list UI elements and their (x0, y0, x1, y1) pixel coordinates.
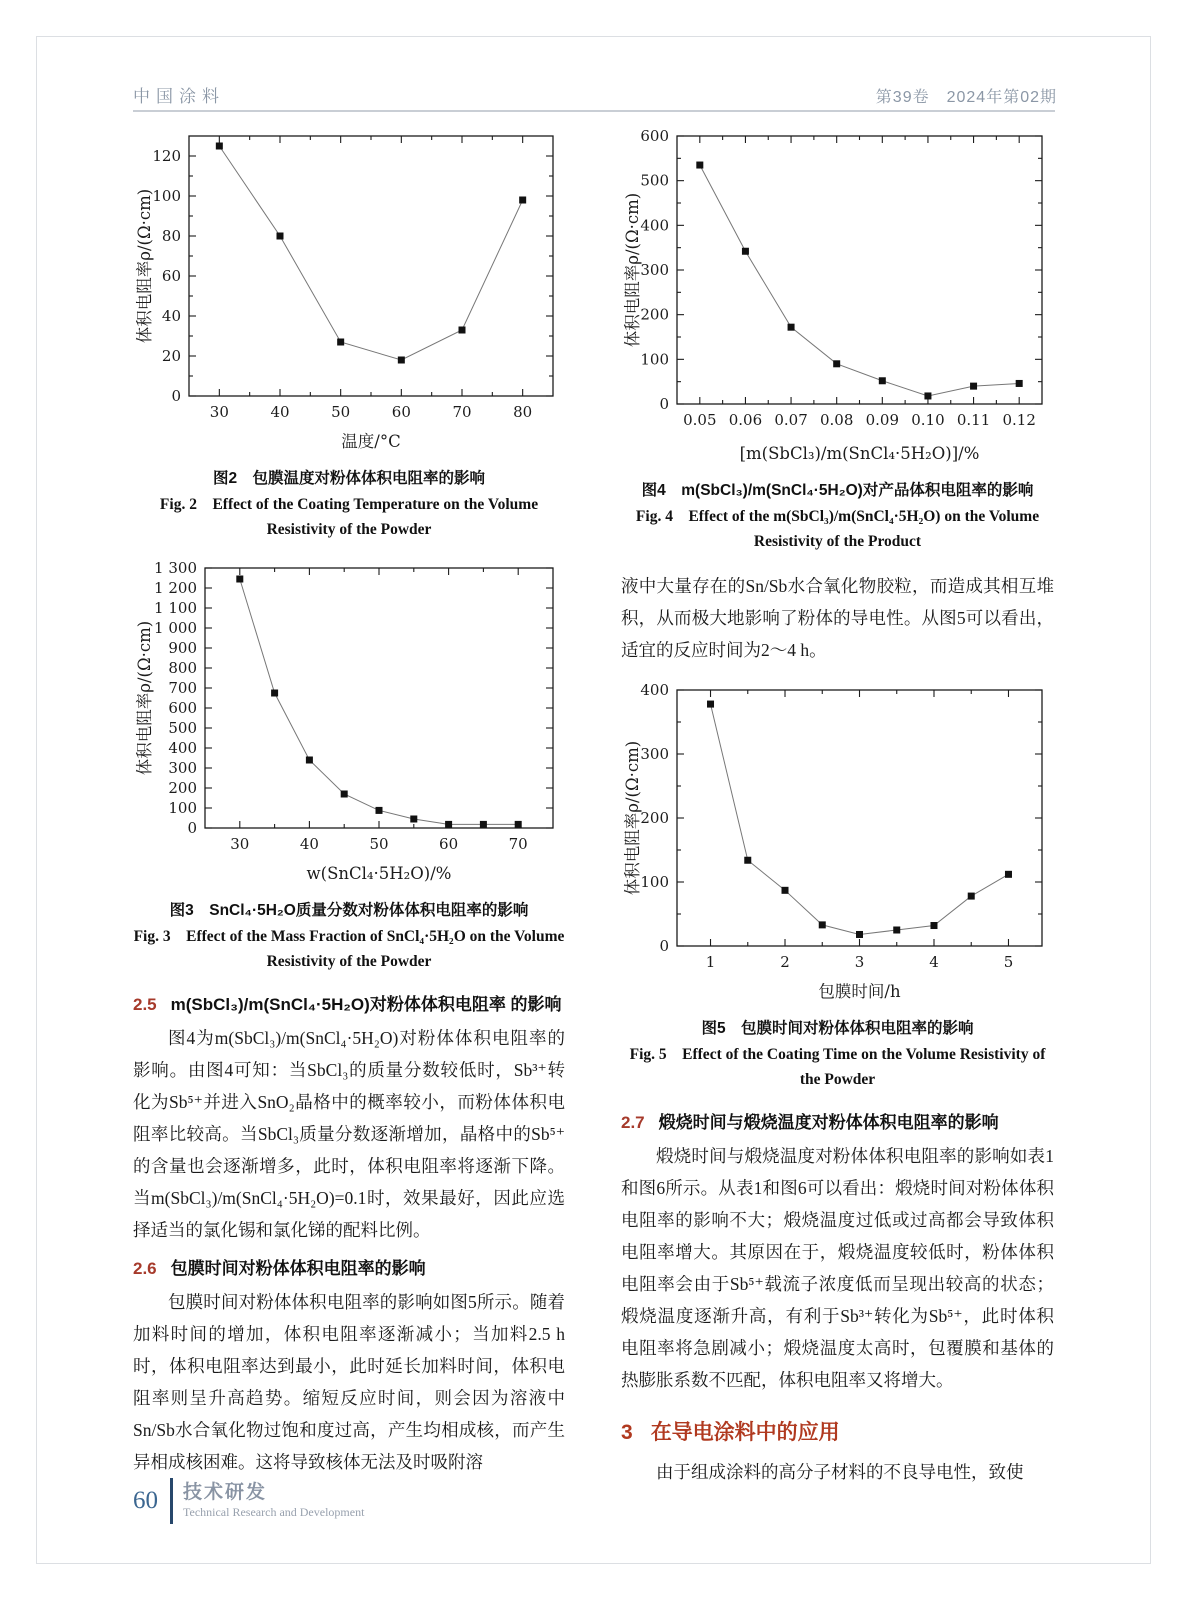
svg-text:2: 2 (780, 953, 790, 971)
svg-text:300: 300 (640, 261, 669, 279)
section-3-number: 3 (621, 1421, 633, 1444)
figure-2-caption-en: Fig. 2 Effect of the Coating Temperature on the Volume Resistivity of the Powder (159, 496, 539, 538)
svg-text:30: 30 (230, 835, 250, 853)
figure-4-chart (621, 126, 1054, 470)
section-2-7-heading (621, 1108, 1054, 1138)
paragraph-3: 由于组成涂料的高分子材料的不良导电性，致使 (656, 1462, 1024, 1482)
svg-text:80: 80 (513, 403, 533, 421)
figure-5-caption-en: Fig. 5 Effect of the Coating Time on the Volume Resistivity of the Powder (629, 1046, 1046, 1088)
svg-text:0.09: 0.09 (865, 411, 900, 429)
svg-text:0.06: 0.06 (728, 411, 763, 429)
svg-text:700: 700 (168, 679, 197, 697)
svg-text:0.05: 0.05 (683, 411, 717, 429)
paragraph-2-5: 图4为m(SbCl₃)/m(SnCl₄·5H₂O)对粉体体积电阻率的影响。由图4可知：当SbCl₃的质量分数较低时，Sb³⁺转化为Sb⁵⁺并进入SnO₂晶格中的概率较小，而粉体体积电阻率比较高。当SbCl₃质量分数逐渐增加，晶格中的Sb⁵⁺的含量也会逐渐增多，此时，体积电阻率将逐渐下降。当m(SbCl₃)/m(SnCl₄·5H₂O)=0.1时，效果最好，因此应选择适当的氯化锡和氯化锑的配料比例。 (133, 1028, 565, 1240)
svg-text:0.08: 0.08 (819, 411, 854, 429)
svg-text:0.11: 0.11 (956, 411, 991, 429)
svg-text:70: 70 (508, 835, 528, 853)
section-2-6-heading (133, 1254, 565, 1284)
paragraph-continuation: 液中大量存在的Sn/Sb水合氧化物胶粒，而造成其相互堆积，从而极大地影响了粉体的导电性。从图5可以看出，适宜的反应时间为2～4 h。 (621, 576, 1054, 660)
svg-text:0.12: 0.12 (1002, 411, 1036, 429)
svg-text:60: 60 (161, 267, 181, 285)
svg-text:60: 60 (439, 835, 459, 853)
svg-text:200: 200 (640, 809, 669, 827)
figure-5-caption (621, 1016, 1054, 1092)
svg-text:60: 60 (391, 403, 411, 421)
figure-3-chart (133, 558, 565, 890)
figure-3-caption (133, 898, 565, 974)
svg-text:400: 400 (640, 681, 669, 699)
svg-text:40: 40 (299, 835, 319, 853)
svg-text:0: 0 (187, 819, 197, 837)
header-rule (133, 110, 1055, 112)
svg-text:600: 600 (168, 699, 197, 717)
svg-text:1 200: 1 200 (154, 579, 197, 597)
section-2-6-title: 包膜时间对粉体体积电阻率的影响 (170, 1259, 426, 1278)
svg-text:200: 200 (640, 305, 669, 324)
svg-text:0: 0 (659, 937, 669, 955)
svg-text:800: 800 (168, 659, 197, 677)
section-2-5-title: m(SbCl₃)/m(SnCl₄·5H₂O)对粉体体积电阻率 的影响 (170, 995, 562, 1014)
svg-text:100: 100 (152, 187, 181, 205)
issue-info: 第39卷 2024年第02期 (875, 89, 1057, 106)
svg-text:4: 4 (929, 953, 939, 971)
paragraph-2-7: 煅烧时间与煅烧温度对粉体体积电阻率的影响如表1和图6所示。从表1和图6可以看出：煅烧时间对粉体体积电阻率的影响不大；煅烧温度过低或过高都会导致体积电阻率增大。其原因在于，煅烧温度较低时，粉体体积电阻率会由于Sb⁵⁺载流子浓度低而呈现出较高的状态；煅烧温度逐渐升高，有利于Sb³⁺转化为Sb⁵⁺，此时体积电阻率将急剧减小；煅烧温度太高时，包覆膜和基体的热膨胀系数不匹配，体积电阻率又将增大。 (621, 1146, 1054, 1390)
figure-3-caption-en: Fig. 3 Effect of the Mass Fraction of SnCl₄·5H₂O on the Volume Resistivity of the Powder (133, 928, 565, 970)
svg-text:1 100: 1 100 (154, 599, 197, 617)
svg-text:体积电阻率ρ/(Ω·cm): 体积电阻率ρ/(Ω·cm) (135, 620, 154, 776)
paragraph-2-6: 包膜时间对粉体体积电阻率的影响如图5所示。随着加料时间的增加，体积电阻率逐渐减小；当加料2.5 h时，体积电阻率达到最小，此时延长加料时间，体积电阻率则呈升高趋势。缩短反应时间，则会因为溶液中Sn/Sb水合氧化物过饱和度过高，产生均相成核，而产生异相成核困难。这将导致核体无法及时吸附溶 (133, 1292, 565, 1472)
page-number: 60 (133, 1487, 158, 1514)
svg-text:80: 80 (161, 227, 181, 245)
svg-text:体积电阻率ρ/(Ω·cm): 体积电阻率ρ/(Ω·cm) (623, 740, 642, 896)
svg-text:w(SnCl₄·5H₂O)/%: w(SnCl₄·5H₂O)/% (306, 864, 452, 883)
svg-text:0: 0 (659, 395, 669, 413)
svg-text:200: 200 (168, 779, 197, 797)
svg-text:400: 400 (640, 216, 669, 235)
figure-5-chart (621, 680, 1054, 1008)
svg-text:40: 40 (161, 307, 181, 325)
svg-text:900: 900 (168, 639, 197, 657)
section-3-heading (621, 1416, 1054, 1450)
svg-text:体积电阻率ρ/(Ω·cm): 体积电阻率ρ/(Ω·cm) (135, 188, 154, 344)
figure-2-caption (133, 466, 565, 542)
svg-text:0: 0 (171, 387, 181, 405)
svg-text:50: 50 (369, 835, 389, 853)
svg-text:400: 400 (168, 739, 197, 757)
svg-text:100: 100 (640, 350, 669, 369)
left-column (133, 126, 565, 1478)
journal-title: 中国涂料 (133, 87, 225, 106)
svg-text:0.10: 0.10 (911, 411, 945, 429)
right-column (621, 126, 1054, 1488)
svg-text:5: 5 (1003, 953, 1014, 971)
section-2-7-title: 煅烧时间与煅烧温度对粉体体积电阻率的影响 (658, 1113, 999, 1132)
footer-department (183, 1482, 364, 1520)
svg-text:500: 500 (640, 171, 669, 190)
svg-text:40: 40 (270, 403, 290, 421)
svg-text:1 000: 1 000 (154, 619, 197, 637)
svg-text:120: 120 (152, 147, 181, 165)
svg-text:包膜时间/h: 包膜时间/h (818, 982, 901, 1001)
svg-text:300: 300 (168, 759, 197, 777)
svg-text:30: 30 (209, 403, 229, 421)
section-2-5-heading (133, 990, 565, 1020)
figure-2-chart (133, 126, 565, 458)
svg-text:300: 300 (640, 745, 669, 763)
svg-text:100: 100 (168, 799, 197, 817)
svg-text:温度/°C: 温度/°C (341, 432, 401, 451)
figure-4-caption (621, 478, 1054, 554)
svg-text:1 300: 1 300 (154, 559, 197, 577)
svg-text:[m(SbCl₃)/m(SnCl₄·5H₂O)]/%: [m(SbCl₃)/m(SnCl₄·5H₂O)]/% (739, 444, 980, 463)
svg-text:100: 100 (640, 873, 669, 891)
figure-5-caption-cn: 图5 包膜时间对粉体体积电阻率的影响 (701, 1020, 974, 1037)
svg-text:600: 600 (640, 127, 669, 145)
footer-department-cn: 技术研发 (183, 1482, 268, 1503)
section-2-5-number: 2.5 (133, 995, 157, 1014)
svg-text:500: 500 (168, 719, 197, 737)
footer-divider (170, 1478, 173, 1524)
figure-4-caption-en: Fig. 4 Effect of the m(SbCl₃)/m(SnCl₄·5H₂O) on the Volume Resistivity of the Product (635, 508, 1040, 550)
section-2-7-number: 2.7 (621, 1113, 645, 1132)
section-2-6-number: 2.6 (133, 1259, 157, 1278)
footer-department-en: Technical Research and Development (183, 1505, 365, 1519)
svg-text:体积电阻率ρ/(Ω·cm): 体积电阻率ρ/(Ω·cm) (623, 192, 642, 348)
figure-2-caption-cn: 图2 包膜温度对粉体体积电阻率的影响 (212, 470, 486, 487)
svg-text:50: 50 (331, 403, 351, 421)
figure-4-caption-cn: 图4 m(SbCl₃)/m(SnCl₄·5H₂O)对产品体积电阻率的影响 (641, 482, 1034, 499)
section-3-title: 在导电涂料中的应用 (650, 1421, 840, 1444)
svg-text:1: 1 (705, 953, 716, 971)
figure-3-caption-cn: 图3 SnCl₄·5H₂O质量分数对粉体体积电阻率的影响 (169, 902, 529, 919)
svg-text:70: 70 (452, 403, 472, 421)
svg-text:3: 3 (854, 953, 865, 971)
svg-text:20: 20 (161, 347, 181, 365)
page-footer (133, 1478, 364, 1524)
svg-text:0.07: 0.07 (774, 411, 808, 429)
